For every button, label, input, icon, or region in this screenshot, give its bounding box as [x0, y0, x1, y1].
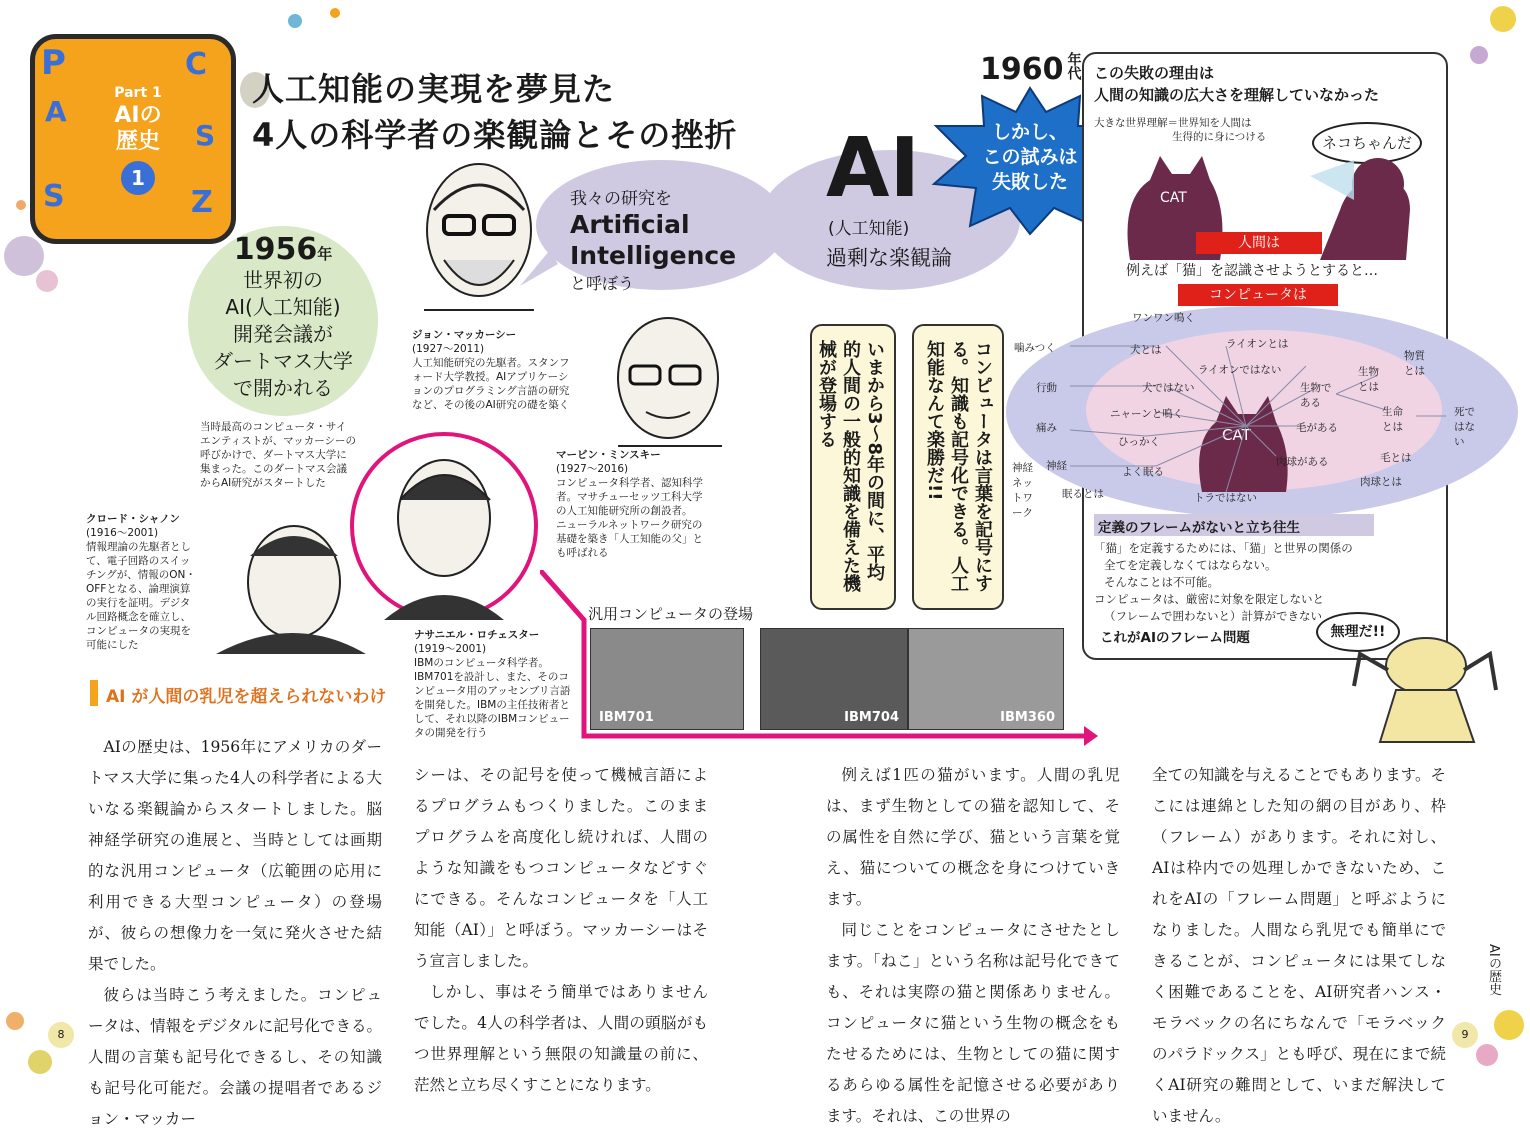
decor-dot	[4, 236, 44, 276]
network-node: 生命とは	[1382, 406, 1403, 433]
callout-optimism: コンピュータは言葉を記号にする。知識も記号化できる。人工知能なんて楽勝だ!!	[912, 324, 1004, 610]
timeline-title: 汎用コンピュータの登場	[588, 605, 754, 623]
headline-line1: 人工知能の実現を夢見た	[252, 70, 616, 108]
decor-dot	[1494, 1010, 1524, 1040]
network-node: ライオンではない	[1198, 364, 1282, 376]
network-node: 眠るとは	[1062, 488, 1104, 500]
badge-title-line: 歴史	[115, 129, 160, 154]
decor-dot	[1470, 46, 1488, 64]
decor-glyph: S	[43, 179, 65, 214]
network-node: 毛とは	[1380, 452, 1412, 464]
minsky-bio: マービン・ミンスキー (1927～2016) コンピュータ科学者、認知科学 者。マサチューセッツ工科大学 の人工知能研究所の創設者。 ニューラルネットワーク研究の 基礎を築き「人工知能の父」と も呼ばれる	[556, 449, 703, 559]
year-1956-caption: 当時最高のコンピュータ・サイ エンティストが、マッカーシーの 呼びかけで、ダートマス大学に 集まった。このダートマス会議 からAI研究がスタートした	[200, 421, 357, 489]
baby-speech: ネコちゃんだ	[1312, 122, 1422, 164]
network-node: 神経	[1046, 460, 1067, 472]
section-bar	[90, 680, 98, 706]
decor-dot	[16, 200, 26, 210]
year-1960: 1960 年代	[980, 52, 1082, 87]
body-column-4: 全ての知識を与えることでもあります。そこには連綿とした知の網の目があり、枠（フレーム）があります。それに対し、AIは枠内での処理しかできないため、これをAIの「フレーム問題」と呼ぶようになりました。人間なら乳児でも簡単にできることが、コンピュータには果てしなく困難であることを、AI研究者ハンス・モラベックの名にちなんで「モラベックのパラドックス」とも呼び、現在にまで続くAI研究の難問として、いまだ解決していません。	[1152, 766, 1446, 1125]
decor-dot	[1490, 6, 1516, 32]
robot-speech: 無理だ!!	[1316, 612, 1400, 652]
callout-prediction: いまから3～8年の間に、平均的人間の一般的知識を備えた機械が登場する	[810, 324, 896, 610]
decor-glyph: Z	[191, 185, 213, 220]
badge-title	[93, 103, 183, 155]
shannon-portrait	[206, 516, 366, 656]
part-badge	[30, 34, 236, 244]
network-node: 痛み	[1036, 422, 1057, 434]
decor-dot	[28, 1050, 52, 1074]
year-1956-circle	[188, 226, 378, 416]
network-node: よく眠る	[1122, 466, 1164, 478]
photo-ibm360: IBM360	[908, 628, 1064, 730]
network-node: ライオンとは	[1226, 338, 1289, 350]
page-number-left: 8	[48, 1022, 74, 1048]
page-number-right: 9	[1452, 1022, 1478, 1048]
network-node: 噛みつく	[1014, 342, 1056, 354]
decor-dot	[6, 1012, 24, 1030]
human-arrow: 人間は	[1196, 232, 1322, 254]
decor-glyph: C	[185, 47, 208, 82]
year-1956-line: 世界初の	[243, 268, 323, 292]
burst-text: しかし、 この試みは 失敗した	[982, 121, 1078, 193]
year-1956-line: で開かれる	[233, 376, 333, 400]
body-column-2: シーは、その記号を使って機械言語によるプログラムもつくりました。このままプログラムを高度化し続ければ、人間のような知識をもつコンピュータなどすぐにできる。そんなコンピュータを「人工知能（AI）」と呼ぼう。マッカーシーはそう宣言しました。 しかし、事はそう簡単ではありませんでした。4人の科学者は、人間の頭脳がもつ世界理解という無限の知識量の前に、茫然と立ち尽くすことになります。	[414, 766, 708, 1094]
headline-line2: 4人の科学者の楽観論とその挫折	[252, 116, 738, 154]
badge-label	[93, 79, 183, 209]
frame-conclusion: これがAIのフレーム問題	[1100, 630, 1250, 646]
headline	[252, 66, 737, 158]
network-node: ニャーンと鳴く	[1110, 408, 1184, 420]
decor-glyph: A	[45, 95, 67, 128]
frame-title: 定義のフレームがないと立ち往生	[1098, 520, 1300, 536]
year-1956-line: 開発会議が	[233, 322, 333, 346]
photo-ibm701: IBM701	[590, 628, 744, 730]
year-1956: 1956年	[233, 232, 333, 267]
shannon-bio: クロード・シャノン (1916～2001) 情報理論の先駆者とし て、電子回路のスイッ チングが、情報のON・ OFFとなる、論理演算 の実行を証明。デジタ ル回路概念を確立し、 コンピュータの実現を 可能にした	[86, 513, 196, 651]
decor-dot	[1476, 1044, 1498, 1066]
badge-number: 1	[121, 161, 155, 195]
minsky-portrait	[596, 308, 746, 448]
bubble-text: 我々の研究を Artificial Intelligence と呼ぼう	[570, 189, 737, 293]
network-node: 行動	[1036, 382, 1057, 394]
rochester-bio: ナサニエル・ロチェスター (1919～2001) IBMのコンピュータ科学者。 IBM701を設計し、また、そのコ ンピュータ用のアッセンブリ言語 を開発した。IBMの主任技術者と して、それ以降のIBMコンピュー タの開発を行う	[414, 629, 571, 739]
network-node: ひっかく	[1118, 436, 1160, 448]
network-node: 生物である	[1300, 382, 1332, 409]
decor-dot	[330, 8, 340, 18]
decor-glyph: S	[195, 119, 216, 152]
network-node: 犬とは	[1130, 344, 1162, 356]
network-node: トラではない	[1194, 492, 1257, 504]
frame-body: 「猫」を定義するためには、「猫」と世界の関係の 全てを定義しなくてはならない。 そんなことは不可能。 コンピュータは、厳密に対象を限定しないと （フレームで囲わないと）計算ができない	[1094, 541, 1353, 623]
decor-glyph: P	[41, 43, 66, 83]
decor-dot	[36, 270, 58, 292]
badge-title-line: AIの	[114, 103, 162, 128]
badge-part: Part 1	[114, 85, 162, 101]
section-heading: AI が人間の乳児を超えられないわけ	[106, 687, 387, 707]
cat-label: CAT	[1160, 190, 1187, 206]
panel-example: 例えば「猫」を認識させようとすると…	[1126, 263, 1378, 279]
side-label: AIの歴史	[1486, 944, 1501, 996]
rochester-portrait	[344, 430, 554, 630]
year-1956-line: AI(人工知能)	[225, 295, 341, 319]
network-node: 犬ではない	[1142, 382, 1195, 394]
body-column-3: 例えば1匹の猫がいます。人間の乳児は、まず生物としての猫を認知して、その属性を自然に学び、猫という言葉を覚え、猫についての概念を身につけていきます。 同じことをコンピュータにさせたとします。「ねこ」という名称は記号化できても、それは実際の猫と関係ありません。コンピュータに猫という生物の概念をもたせるためには、生物としての猫に関するあらゆる属性を記憶させる必要があります。それは、この世界の	[826, 766, 1120, 1125]
bubble-tail	[520, 250, 560, 290]
network-node: 毛がある	[1296, 422, 1338, 434]
network-node: 神経ネットワーク	[1012, 462, 1033, 519]
network-node: 肉球がある	[1276, 456, 1329, 468]
panel-title: この失敗の理由は 人間の知識の広大さを理解していなかった	[1094, 64, 1380, 104]
mccarthy-portrait	[404, 150, 554, 320]
mccarthy-bio: ジョン・マッカーシー (1927～2011) 人工知能研究の先駆者。スタンフ ォード大学教授。AIアプリケーシ ョンのプログラミング言語の研究 など、その後のAI研究の礎を築く	[412, 329, 570, 411]
robot-illustration	[1350, 630, 1500, 746]
network-node: 死ではない	[1454, 406, 1475, 448]
ai-sub: (人工知能)	[828, 219, 910, 239]
panel-note: 大きな世界理解＝世界知を人間は 生得的に身につける	[1094, 117, 1267, 143]
network-node: ワンワン鳴く	[1132, 312, 1195, 324]
network-node: 肉球とは	[1360, 476, 1402, 488]
photo-ibm704: IBM704	[760, 628, 908, 730]
computer-arrow: コンピュータは	[1178, 284, 1338, 306]
network-node: 生物とは	[1358, 366, 1379, 393]
network-center: CAT	[1222, 426, 1251, 444]
ai-big-text: AI	[826, 121, 920, 216]
decor-dot	[288, 14, 302, 28]
ai-desc: 過剰な楽観論	[826, 246, 952, 270]
year-1956-line: ダートマス大学	[213, 349, 353, 373]
body-column-1: AIの歴史は、1956年にアメリカのダートマス大学に集った4人の科学者による大いなる楽観論からスタートしました。脳神経学研究の進展と、当時としては画期的な汎用コンピュータ（広範囲の応用に利用できる大型コンピュータ）の登場が、彼らの想像力を一気に発火させた結果でした。 彼らは当時こう考えました。コンピュータは、情報をデジタルに記号化できる。人間の言葉も記号化できるし、その知識も記号化可能だ。会議の提唱者であるジョン・マッカー	[88, 738, 382, 1128]
network-node: 物質とは	[1404, 350, 1425, 377]
